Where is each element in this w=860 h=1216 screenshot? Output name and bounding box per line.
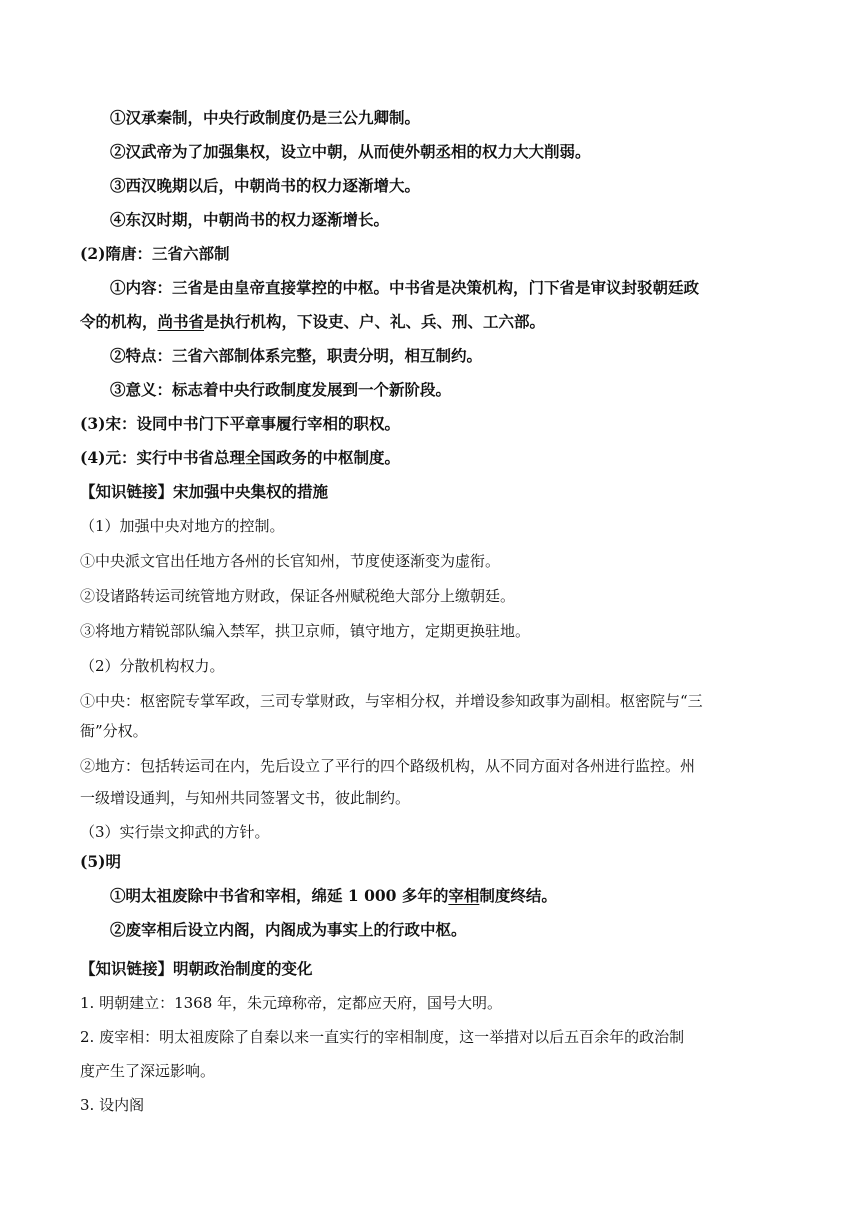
suitang-heading: (2)隋唐：三省六部制: [80, 244, 230, 263]
link1-line-1: （1）加强中央对地方的控制。: [80, 517, 285, 535]
link1-line-6: ①中央：枢密院专掌军政，三司专掌财政，与宰相分权，并增设参知政事为副相。枢密院与“三: [80, 692, 703, 710]
zaixiang-underlined: 宰相: [448, 886, 480, 905]
link2-line-4: 3. 设内阁: [80, 1096, 145, 1114]
suitang-feature: ②特点：三省六部制体系完整，职责分明，相互制约。: [110, 346, 483, 365]
yuan-heading: (4)元：实行中书省总理全国政务的中枢制度。: [80, 448, 400, 467]
han-item-1: ①汉承秦制，中央行政制度仍是三公九卿制。: [110, 108, 421, 127]
link1-line-2: ①中央派文官出任地方各州的长官知州，节度使逐渐变为虚衔。: [80, 552, 501, 570]
link1-line-3: ②设诸路转运司统管地方财政，保证各州赋税绝大部分上缴朝廷。: [80, 587, 516, 605]
suitang-content-line2: [80, 310, 545, 332]
shangshu-underlined: 尚书省: [157, 312, 205, 331]
suitang-content-line2-pre: 令的机构，: [80, 312, 158, 331]
link1-line-5: （2）分散机构权力。: [80, 657, 225, 675]
han-item-2: ②汉武帝为了加强集权，设立中朝，从而使外朝丞相的权力大大削弱。: [110, 142, 591, 161]
ming-item-1-pre: ①明太祖废除中书省和宰相，绵延 1 000 多年的: [110, 886, 449, 905]
han-item-3: ③西汉晚期以后，中朝尚书的权力逐渐增大。: [110, 176, 421, 195]
link2-line-3: 度产生了深远影响。: [80, 1062, 216, 1080]
link1-line-10: （3）实行崇文抑武的方针。: [80, 823, 270, 841]
link2-line-2: 2. 废宰相：明太祖废除了自秦以来一直实行的宰相制度，这一举措对以后五百余年的政治制: [80, 1028, 685, 1046]
link2-title: 【知识链接】明朝政治制度的变化: [80, 959, 313, 978]
suitang-content-line2-post: 是执行机构，下设吏、户、礼、兵、刑、工六部。: [204, 312, 546, 331]
link1-line-4: ③将地方精锐部队编入禁军，拱卫京师，镇守地方，定期更换驻地。: [80, 622, 531, 640]
ming-item-1-post: 制度终结。: [479, 886, 557, 905]
link1-line-7: 衙”分权。: [80, 722, 148, 740]
link2-line-1: 1. 明朝建立：1368 年，朱元璋称帝，定都应天府，国号大明。: [80, 994, 503, 1012]
link1-line-8: ②地方：包括转运司在内，先后设立了平行的四个路级机构，从不同方面对各州进行监控。州: [80, 757, 696, 775]
link1-title: 【知识链接】宋加强中央集权的措施: [80, 482, 329, 501]
ming-heading: (5)明: [80, 852, 121, 871]
song-heading: (3)宋：设同中书门下平章事履行宰相的职权。: [80, 414, 400, 433]
suitang-content-line1: ①内容：三省是由皇帝直接掌控的中枢。中书省是决策机构，门下省是审议封驳朝廷政: [110, 278, 700, 297]
suitang-significance: ③意义：标志着中央行政制度发展到一个新阶段。: [110, 380, 452, 399]
link1-line-9: 一级增设通判，与知州共同签署文书，彼此制约。: [80, 789, 411, 807]
ming-item-1: [110, 884, 557, 906]
ming-item-2: ②废宰相后设立内阁，内阁成为事实上的行政中枢。: [110, 920, 467, 939]
han-item-4: ④东汉时期，中朝尚书的权力逐渐增长。: [110, 210, 390, 229]
